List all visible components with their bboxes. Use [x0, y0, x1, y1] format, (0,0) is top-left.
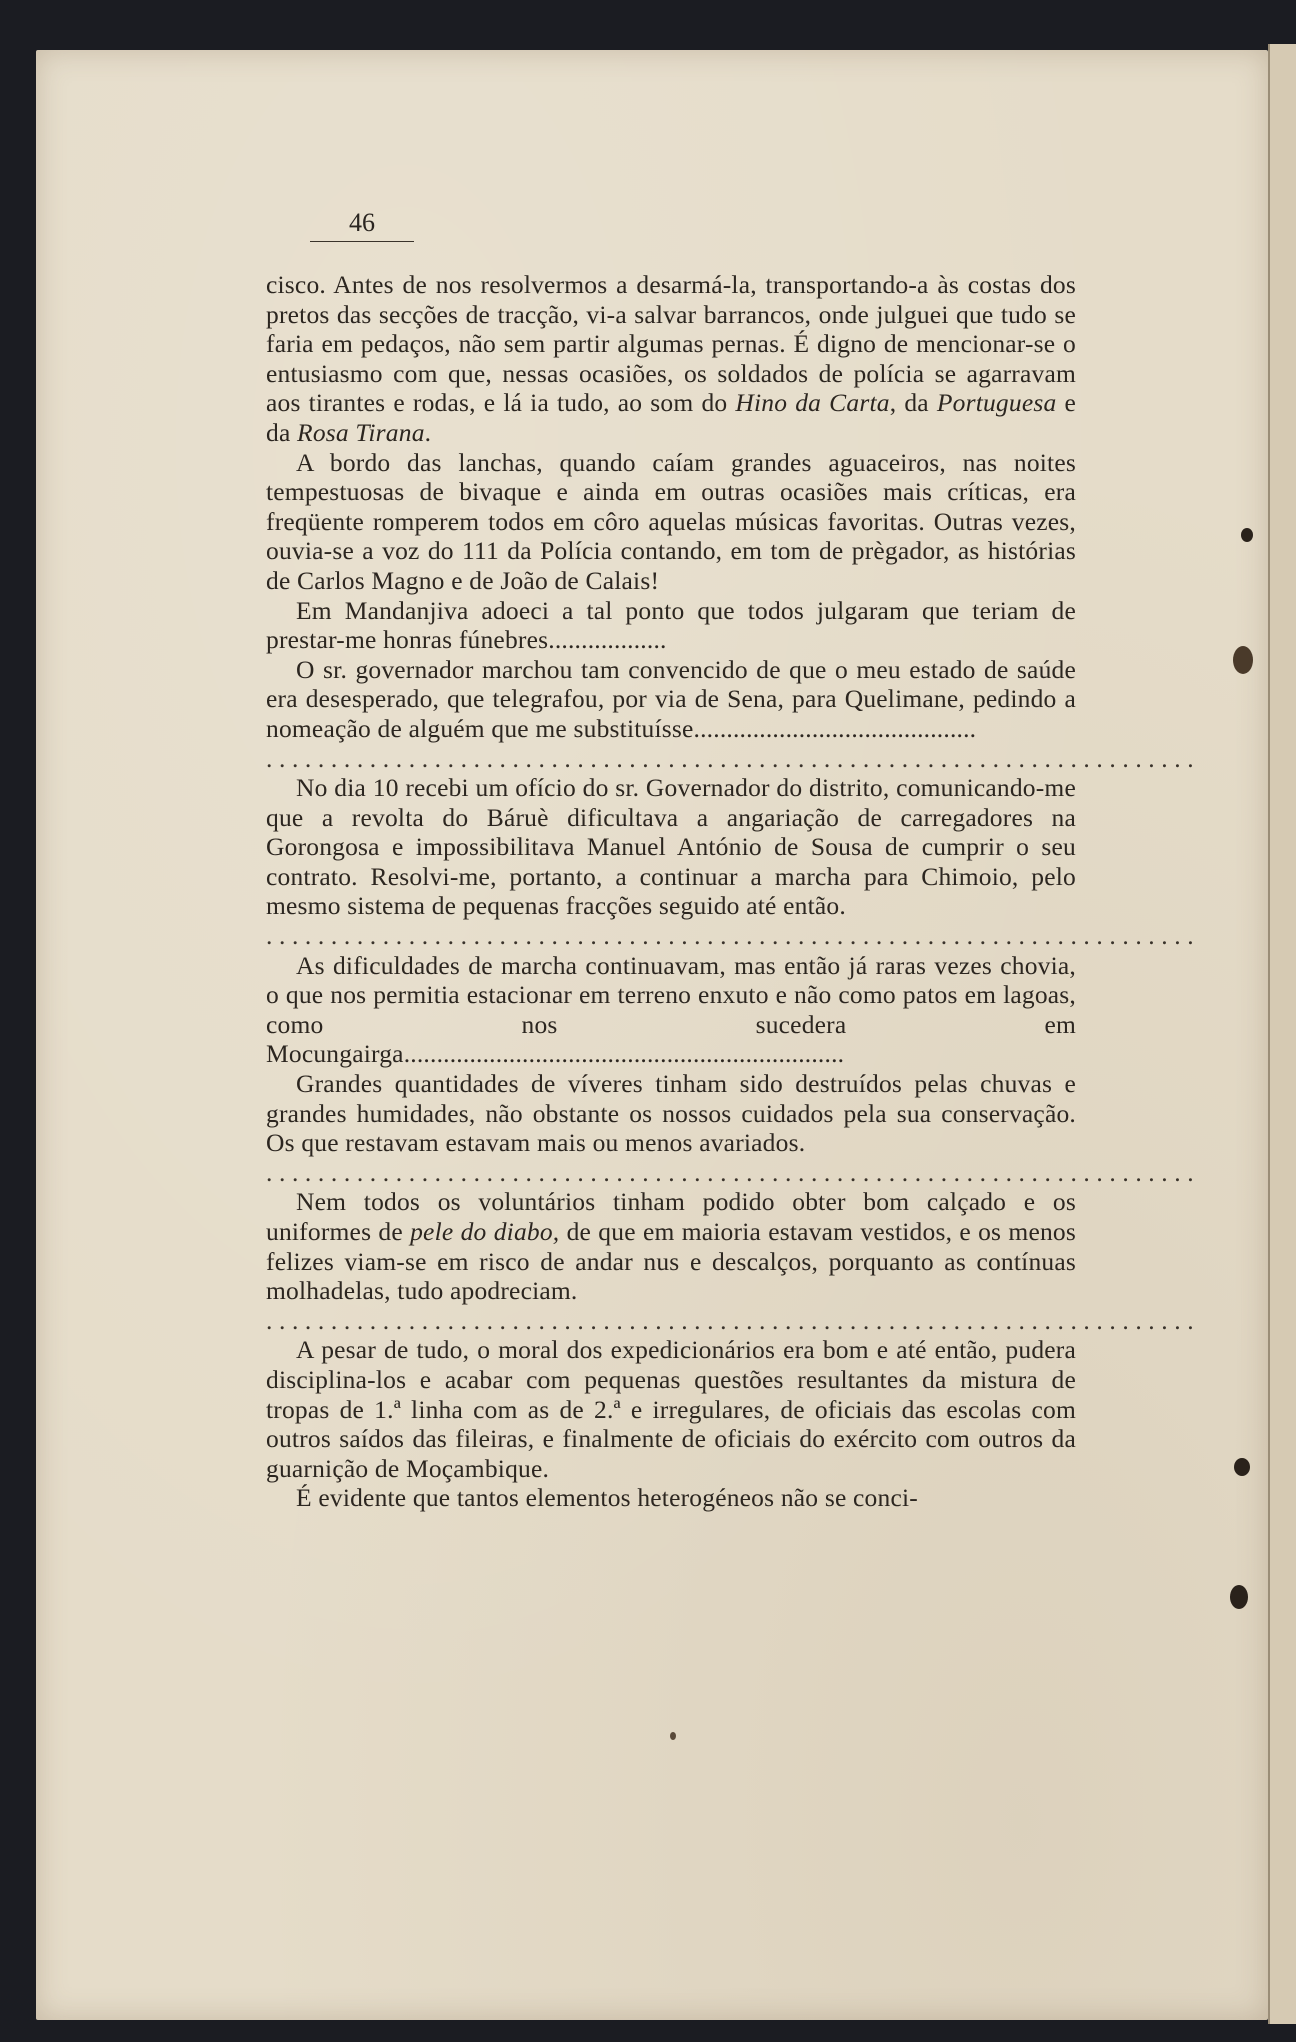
ink-spot: [1241, 528, 1253, 542]
italic-pele-do-diabo: pele do diabo,: [410, 1217, 560, 1246]
paragraph-7: Grandes quantidades de víveres tinham sido destruídos pelas chuvas e grandes humidades, não obstante os nossos cuidados pela sua conservação. Os que restavam estavam mais ou menos avariados.: [266, 1069, 1076, 1158]
paragraph-8: [266, 1187, 1076, 1305]
section-dots-1: ........................................................................: [266, 743, 1201, 773]
paragraph-3: Em Mandanjiva adoeci a tal ponto que todos julgaram que teriam de prestar-me honras fúnebres..................: [266, 595, 1076, 655]
paragraph-10: É evidente que tantos elementos heterogéneos não se conci-: [296, 1483, 918, 1513]
section-dots-4: ........................................................................: [266, 1305, 1201, 1335]
paragraph-1-text-b: , da: [889, 388, 937, 418]
paragraph-6: As dificuldades de marcha continuavam, mas então já raras vezes chovia, o que nos permitia estacionar em terreno enxuto e não como patos em lagoas, como nos sucedera em Mocungairga...................................................................: [266, 950, 1076, 1069]
ink-spot: [1234, 1458, 1250, 1476]
italic-hino-da-carta: Hino da Carta: [735, 388, 890, 418]
paragraph-8-text-b: de que em maioria estavam vestidos, e os menos felizes viam-se em risco de andar nus e descalços, porquanto as contínuas molhadelas, tudo apodreciam.: [266, 1217, 1076, 1306]
paragraph-5: No dia 10 recebi um ofício do sr. Governador do distrito, comunicando-me que a revolta do Báruè dificultava a angariação de carregadores na Gorongosa e impossibilitava Manuel António de Sousa de cumprir o seu contrato. Resolvi-me, portanto, a continuar a marcha para Chimoio, pelo mesmo sistema de pequenas fracções seguido até então.: [266, 773, 1076, 921]
ink-spot: [1233, 646, 1253, 674]
page-number: 46: [349, 208, 375, 237]
paragraph-9: A pesar de tudo, o moral dos expedicionários era bom e até então, pudera disciplina-los e acabar com pequenas questões resultantes da mistura de tropas de 1.ª linha com as de 2.ª e irregulares, de oficiais das escolas com outros saídos das fileiras, e finalmente de oficiais do exército com outros da guarnição de Moçambique.: [266, 1335, 1076, 1483]
italic-portuguesa: Portuguesa: [936, 388, 1057, 418]
paragraph-4: O sr. governador marchou tam convencido de que o meu estado de saúde era desesperado, que telegrafou, por via de Sena, para Quelimane, pedindo a nomeação de alguém que me substituísse...........................................: [266, 654, 1076, 743]
paragraph-1-text-d: .: [424, 417, 432, 447]
ink-spot: [670, 1732, 676, 1740]
section-dots-3: ........................................................................: [266, 1157, 1201, 1187]
paragraph-1-text-a: cisco. Antes de nos resolvermos a desarmá-la, transportando-a às costas dos pretos das secções de tracção, vi-a salvar barrancos, onde julguei que tudo se faria em pedaços, não sem partir algumas pernas. É digno de mencionar-se o entusiasmo com que, nessas ocasiões, os soldados de polícia se agarravam aos tirantes e rodas, e lá ia tudo, ao som do: [266, 270, 1076, 418]
paragraph-8-text-a: Nem todos os voluntários tinham podido obter bom calçado e os uniformes de: [266, 1187, 1076, 1246]
page-number-rule: [310, 241, 414, 242]
paragraph-1-text-c: e da: [266, 388, 1076, 447]
adjacent-page-edge: [1268, 44, 1296, 2024]
ink-spot: [1230, 1585, 1248, 1609]
section-dots-2: ........................................................................: [266, 921, 1201, 951]
body-text: [266, 270, 1201, 1513]
paragraph-2: A bordo das lanchas, quando caíam grandes aguaceiros, nas noites tempestuosas de bivaque e ainda em outras ocasiões mais críticas, era freqüente romperem todos em côro aquelas músicas favoritas. Outras vezes, ouvia-se a voz do 111 da Polícia contando, em tom de prègador, as histórias de Carlos Magno e de João de Calais!: [266, 447, 1076, 595]
paragraph-1: [266, 270, 1076, 448]
italic-rosa-tirana: Rosa Tirana: [297, 417, 425, 447]
